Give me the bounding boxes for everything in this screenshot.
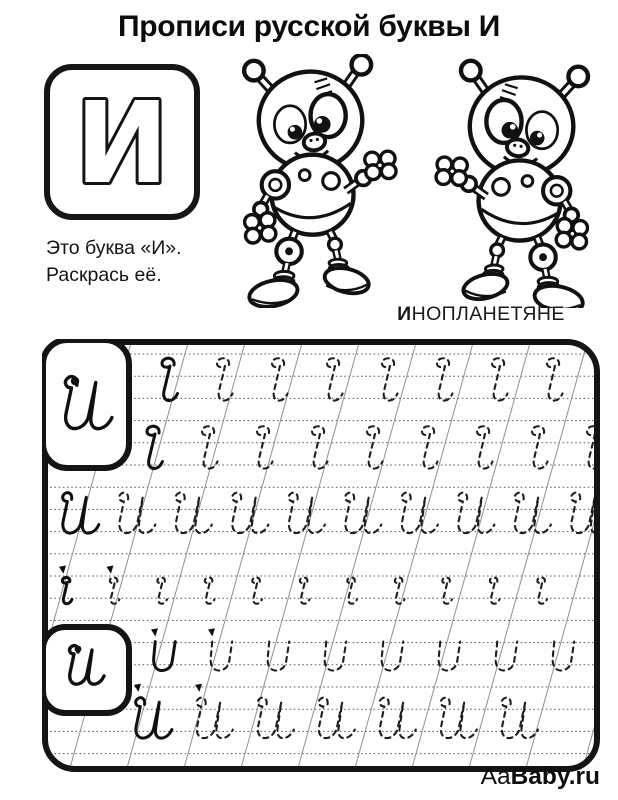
trace-letter: [347, 577, 357, 603]
practice-svg: [42, 339, 600, 772]
aliens-caption-rest: НОПЛАНЕТЯНЕ: [411, 303, 565, 325]
trace-letter: [382, 358, 398, 400]
trace-letter: [289, 493, 325, 533]
trace-letter: [553, 642, 575, 671]
practice-rows: [59, 358, 600, 738]
model-box-small: [43, 627, 129, 713]
aliens-illustration: [224, 54, 612, 308]
trace-letter: [345, 493, 381, 533]
aliens-caption-initial: И: [397, 303, 412, 325]
trace-letter: [441, 698, 477, 738]
aliens-caption: [350, 303, 612, 326]
trace-letter: [382, 642, 404, 671]
alien-left: [244, 55, 396, 308]
trace-letter: [62, 577, 72, 603]
instruction-text: [46, 235, 182, 289]
trace-letter: [532, 426, 548, 468]
aliens-svg: [224, 54, 612, 308]
practice-row: [162, 358, 600, 400]
slant-guide: [469, 343, 587, 768]
stroke-start-dot: [71, 377, 79, 385]
page-title: Прописи русской буквы И: [117, 10, 501, 43]
slant-guide: [298, 343, 416, 768]
slant-guide: [355, 343, 473, 768]
instruction-line-2: Раскрась её.: [46, 264, 162, 286]
trace-letter: [402, 493, 438, 533]
trace-letter: [162, 358, 178, 400]
letter-card: [44, 64, 200, 220]
trace-letter: [477, 426, 493, 468]
bubble-letter: И: [75, 79, 169, 209]
trace-letter: [157, 577, 167, 603]
trace-letter: [232, 493, 268, 533]
trace-letter: [496, 642, 518, 671]
practice-row: [147, 426, 600, 468]
stroke-direction-arrow: [59, 566, 66, 574]
practice-sheet: [42, 339, 600, 772]
trace-letter: [502, 698, 538, 738]
stroke-direction-arrow: [151, 628, 158, 636]
trace-letter: [492, 358, 508, 400]
trace-letter: [258, 698, 294, 738]
stroke-direction-arrow: [134, 684, 141, 692]
trace-letter: [515, 493, 551, 533]
trace-letter: [202, 426, 218, 468]
trace-letter: [257, 426, 273, 468]
trace-letter: [442, 577, 452, 603]
trace-letter: [395, 577, 405, 603]
slant-guide: [412, 343, 530, 768]
trace-letter: [537, 577, 547, 603]
slant-guide: [526, 343, 600, 768]
trace-letter: [437, 358, 453, 400]
trace-letter: [154, 642, 176, 671]
trace-letter: [439, 642, 461, 671]
bubble-letter-svg: [50, 70, 194, 214]
site-watermark: [481, 763, 600, 791]
stroke-start-dot: [75, 646, 82, 653]
trace-letter: [217, 358, 233, 400]
trace-letter: [327, 358, 343, 400]
trace-letter: [272, 358, 288, 400]
trace-letter: [268, 642, 290, 671]
practice-row: [151, 628, 574, 670]
trace-letter: [205, 577, 215, 603]
stroke-direction-arrow: [107, 566, 114, 574]
trace-letter: [380, 698, 416, 738]
trace-letter: [547, 358, 563, 400]
trace-letter: [325, 642, 347, 671]
watermark-prefix: Aa: [480, 763, 511, 790]
model-box-large: [43, 340, 129, 468]
slant-guide: [184, 343, 302, 768]
instruction-line-1: Это буква «И».: [46, 237, 182, 259]
stroke-direction-arrow: [208, 628, 215, 636]
trace-letter: [211, 642, 233, 671]
trace-letter: [63, 493, 99, 533]
trace-letter: [252, 577, 262, 603]
trace-letter: [422, 426, 438, 468]
trace-letter: [458, 493, 494, 533]
practice-row: [63, 493, 600, 533]
trace-letter: [319, 698, 355, 738]
watermark-suffix: .ru: [568, 763, 600, 790]
watermark-brand: Baby: [510, 763, 569, 790]
alien-right: [436, 61, 588, 308]
trace-letter: [110, 577, 120, 603]
trace-letter: [367, 426, 383, 468]
trace-letter: [300, 577, 310, 603]
trace-letter: [490, 577, 500, 603]
stroke-direction-arrow: [195, 684, 202, 692]
trace-letter: [312, 426, 328, 468]
